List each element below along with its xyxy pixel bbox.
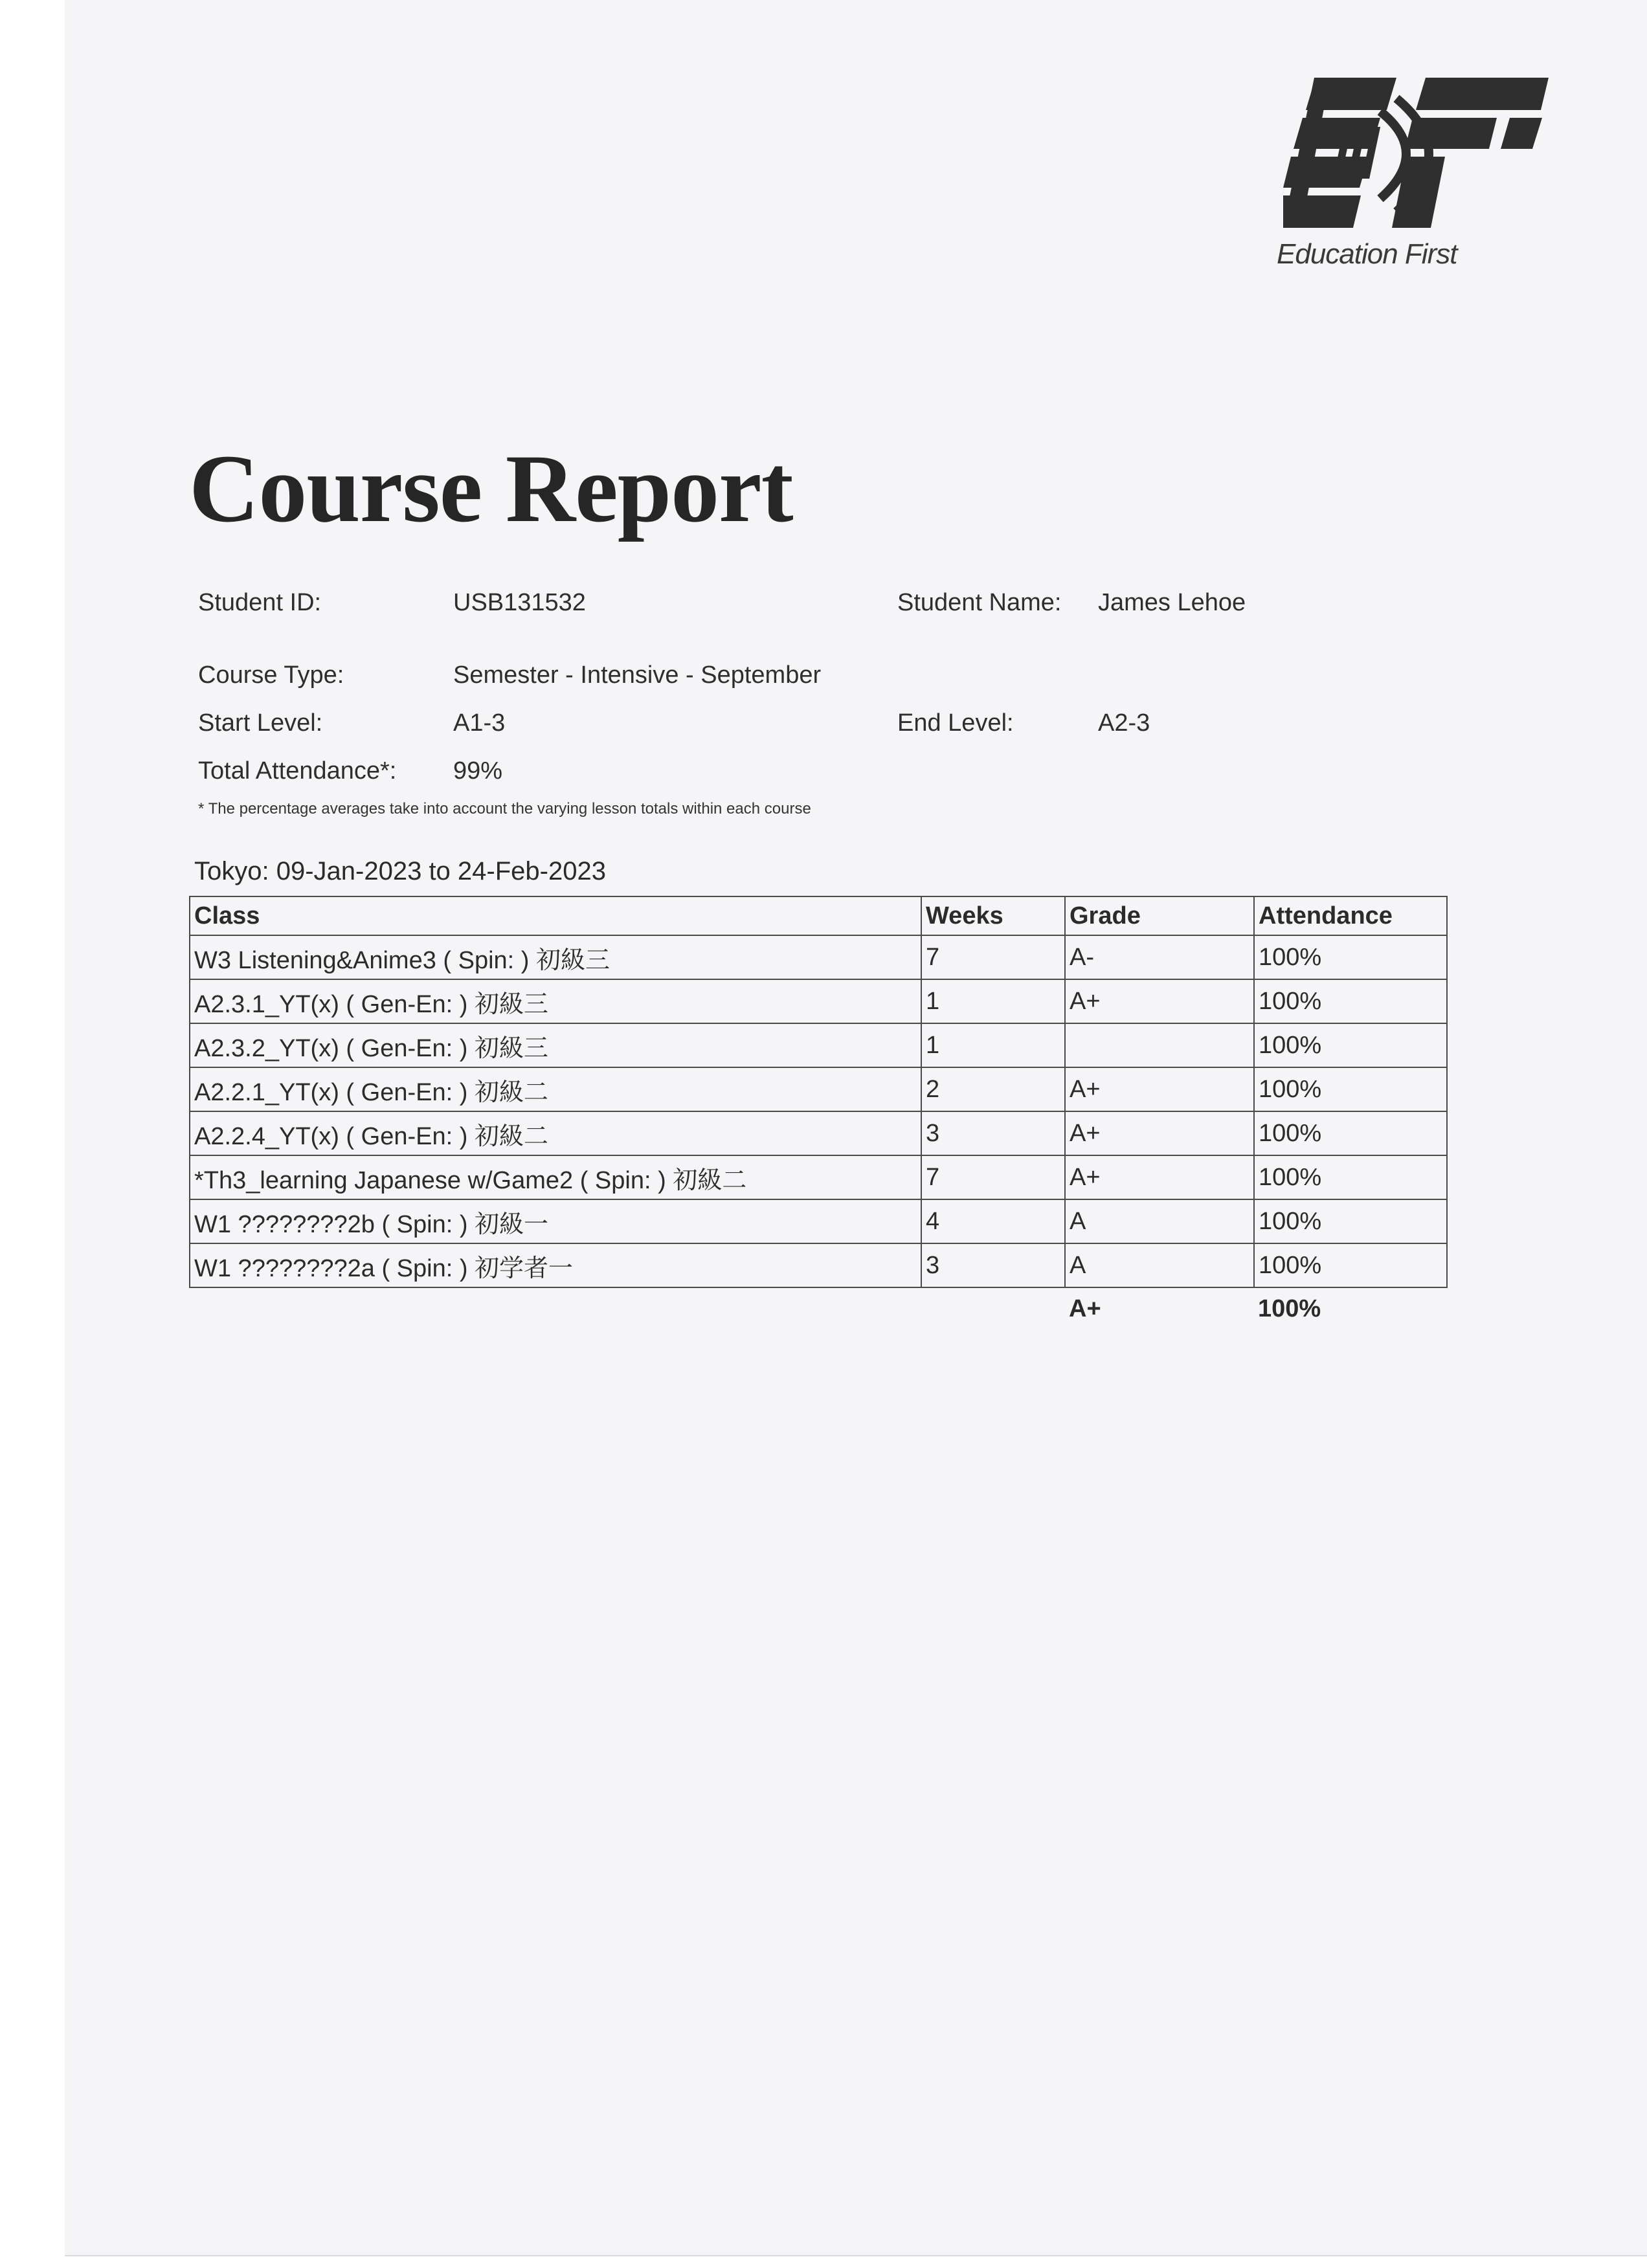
total-grade: A+ <box>1069 1295 1101 1322</box>
total-attendance: 100% <box>1258 1295 1321 1322</box>
page-title: Course Report <box>189 435 793 542</box>
table-row <box>190 1199 1447 1243</box>
class-cell: A2.2.4_YT(x) ( Gen-En: ) 初級二 <box>190 1111 921 1155</box>
weeks-cell: 1 <box>921 1023 1065 1067</box>
grade-cell: A+ <box>1065 1155 1254 1199</box>
table-header-row <box>190 896 1447 935</box>
attendance-cell: 100% <box>1254 935 1447 979</box>
footnote: * The percentage averages take into account the varying lesson totals within each course <box>198 800 811 817</box>
weeks-cell: 1 <box>921 979 1065 1023</box>
end-level-label: End Level: <box>897 709 1014 737</box>
student-name-value: James Lehoe <box>1098 589 1246 616</box>
totals-spacer <box>921 1287 1065 1329</box>
ef-logo-mark-icon <box>1283 72 1555 234</box>
ef-logo <box>1269 72 1567 277</box>
start-level-value: A1-3 <box>453 709 506 737</box>
attendance-cell: 100% <box>1254 1067 1447 1111</box>
weeks-cell: 3 <box>921 1243 1065 1287</box>
table-row <box>190 1111 1447 1155</box>
weeks-cell: 3 <box>921 1111 1065 1155</box>
totals-spacer <box>190 1287 921 1329</box>
course-type-label: Course Type: <box>198 662 344 689</box>
class-cell: W1 ????????2b ( Spin: ) 初級一 <box>190 1199 921 1243</box>
total-attendance-value: 99% <box>453 757 503 784</box>
table-row <box>190 979 1447 1023</box>
attendance-cell: 100% <box>1254 1243 1447 1287</box>
column-header-grade: Grade <box>1065 896 1254 935</box>
class-cell: W1 ????????2a ( Spin: ) 初学者一 <box>190 1243 921 1287</box>
class-cell: W3 Listening&Anime3 ( Spin: ) 初級三 <box>190 935 921 979</box>
table-row <box>190 935 1447 979</box>
table-row <box>190 1243 1447 1287</box>
table-row <box>190 1067 1447 1111</box>
attendance-cell: 100% <box>1254 1023 1447 1067</box>
start-level-label: Start Level: <box>198 709 323 737</box>
grade-cell: A+ <box>1065 1111 1254 1155</box>
weeks-cell: 4 <box>921 1199 1065 1243</box>
class-cell: A2.2.1_YT(x) ( Gen-En: ) 初級二 <box>190 1067 921 1111</box>
grade-cell <box>1065 1023 1254 1067</box>
weeks-cell: 7 <box>921 935 1065 979</box>
grade-cell: A+ <box>1065 1067 1254 1111</box>
section-heading: Tokyo: 09-Jan-2023 to 24-Feb-2023 <box>194 857 606 885</box>
class-cell: A2.3.1_YT(x) ( Gen-En: ) 初級三 <box>190 979 921 1023</box>
grade-cell: A <box>1065 1199 1254 1243</box>
attendance-cell: 100% <box>1254 1199 1447 1243</box>
totals-row <box>190 1287 1447 1329</box>
classes-table <box>189 896 1448 1329</box>
total-attendance-label: Total Attendance*: <box>198 757 397 784</box>
table-row <box>190 1155 1447 1199</box>
grade-cell: A+ <box>1065 979 1254 1023</box>
attendance-cell: 100% <box>1254 1155 1447 1199</box>
class-cell: *Th3_learning Japanese w/Game2 ( Spin: ) 初級二 <box>190 1155 921 1199</box>
grade-cell: A- <box>1065 935 1254 979</box>
student-name-label: Student Name: <box>897 589 1062 616</box>
student-id-value: USB131532 <box>453 589 586 616</box>
attendance-cell: 100% <box>1254 1111 1447 1155</box>
attendance-cell: 100% <box>1254 979 1447 1023</box>
weeks-cell: 7 <box>921 1155 1065 1199</box>
course-type-value: Semester - Intensive - September <box>453 662 822 689</box>
column-header-class: Class <box>190 896 921 935</box>
table-row <box>190 1023 1447 1067</box>
grade-cell: A <box>1065 1243 1254 1287</box>
column-header-weeks: Weeks <box>921 896 1065 935</box>
class-cell: A2.3.2_YT(x) ( Gen-En: ) 初級三 <box>190 1023 921 1067</box>
end-level-value: A2-3 <box>1098 709 1150 737</box>
student-id-label: Student ID: <box>198 589 322 616</box>
logo-caption: Education First <box>1277 238 1457 270</box>
column-header-attendance: Attendance <box>1254 896 1447 935</box>
weeks-cell: 2 <box>921 1067 1065 1111</box>
